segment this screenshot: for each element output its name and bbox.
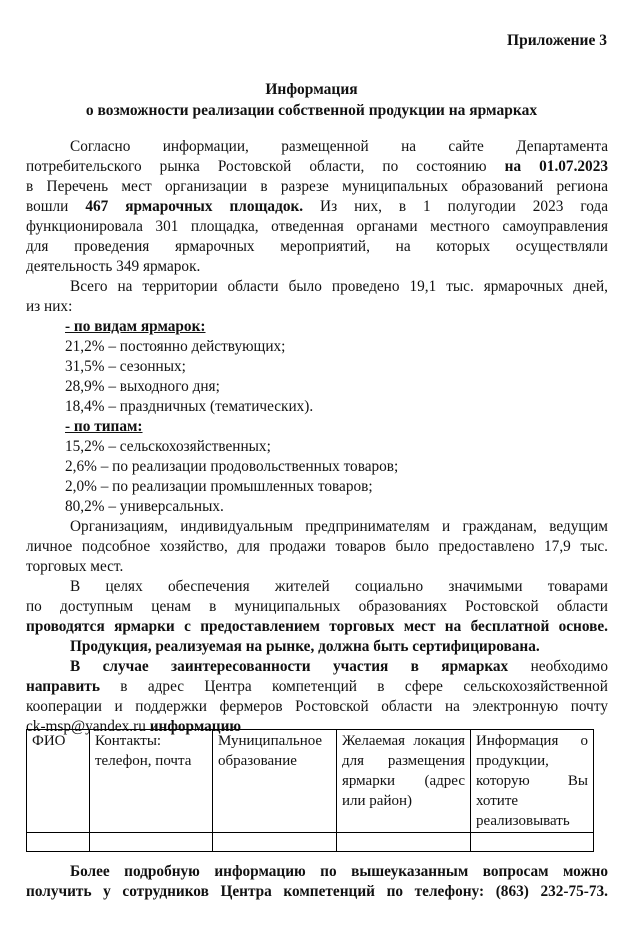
request-table [26,729,594,852]
list-item: 2,0% – по реализации промышленных товаров; [65,478,373,495]
table-header-cell: Информация о продукции, которую Вы хотите реализовывать [471,730,594,833]
p2-line: Всего на территории области было проведено 19,1 тыс. ярмарочных дней, [70,278,608,295]
list-item: 31,5% – сезонных; [65,358,186,375]
by-type-heading: - по типам: [65,418,143,435]
table-cell [213,833,337,852]
p6-line: кооперации и поддержки фермеров Ростовской области на электронную почту [26,698,608,715]
p6-line: В случае заинтересованности участия в ярмарках необходимо [70,658,608,675]
table-header-cell: Желаемая локация для размещения ярмарки (адрес или район) [337,730,471,833]
table-cell [90,833,213,852]
table-cell [337,833,471,852]
appendix-label: Приложение 3 [507,32,607,49]
list-item: 28,9% – выходного дня; [65,378,220,395]
p1-line: в Перечень мест организации в разрезе муниципальных образований региона [26,178,608,195]
p1-line: функционировала 301 площадка, отведенная органами местного самоуправления [26,218,608,235]
list-item: 21,2% – постоянно действующих; [65,338,286,355]
p4-line: проводятся ярмарки с предоставлением торговых мест на бесплатной основе. [26,618,608,635]
p5-line: Продукция, реализуемая на рынке, должна быть сертифицирована. [70,638,540,655]
table-header-cell: Муниципальное образование [213,730,337,833]
p1-line: вошли 467 ярмарочных площадок. Из них, в 1 полугодии 2023 года [26,198,608,215]
list-item: 18,4% – праздничных (тематических). [65,398,314,415]
table-cell [471,833,594,852]
p3-line: торговых мест. [26,558,124,575]
table-header-cell: Контакты: телефон, почта [90,730,213,833]
table-header-cell: ФИО [27,730,90,833]
table-header-row [27,730,594,833]
list-item: 80,2% – универсальных. [65,498,224,515]
table-row [27,833,594,852]
table-cell [27,833,90,852]
p1-line: потребительского рынка Ростовской области, по состоянию на 01.07.2023 [26,158,608,175]
by-kind-heading: - по видам ярмарок: [65,318,206,335]
footer-line: получить у сотрудников Центра компетенций по телефону: (863) 232-75-73. [26,883,608,900]
p3-line: личное подсобное хозяйство, для продажи товаров было предоставлено 17,9 тыс. [26,538,608,555]
p3-line: Организациям, индивидуальным предпринимателям и гражданам, ведущим [70,518,608,535]
p4-line: по доступным ценам в муниципальных образованиях Ростовской области [26,598,608,615]
doc-title: Информация [265,81,358,98]
p6-line: направить в адрес Центра компетенций в сфере сельскохозяйственной [26,678,608,695]
p1-line: Согласно информации, размещенной на сайте Департамента [70,138,608,155]
p1-line: для проведения ярмарочных мероприятий, на которых осуществляли [26,238,608,255]
p2-line: из них: [26,298,73,315]
p6-line: ck-msp@yandex.ru информацию [26,718,242,735]
list-item: 2,6% – по реализации продовольственных товаров; [65,458,399,475]
doc-subtitle: о возможности реализации собственной продукции на ярмарках [85,102,538,119]
list-item: 15,2% – сельскохозяйственных; [65,438,271,455]
p1-line: деятельность 349 ярмарок. [26,258,201,275]
p4-line: В целях обеспечения жителей социально значимыми товарами [70,578,608,595]
footer-line: Более подробную информацию по вышеуказанным вопросам можно [70,863,608,880]
